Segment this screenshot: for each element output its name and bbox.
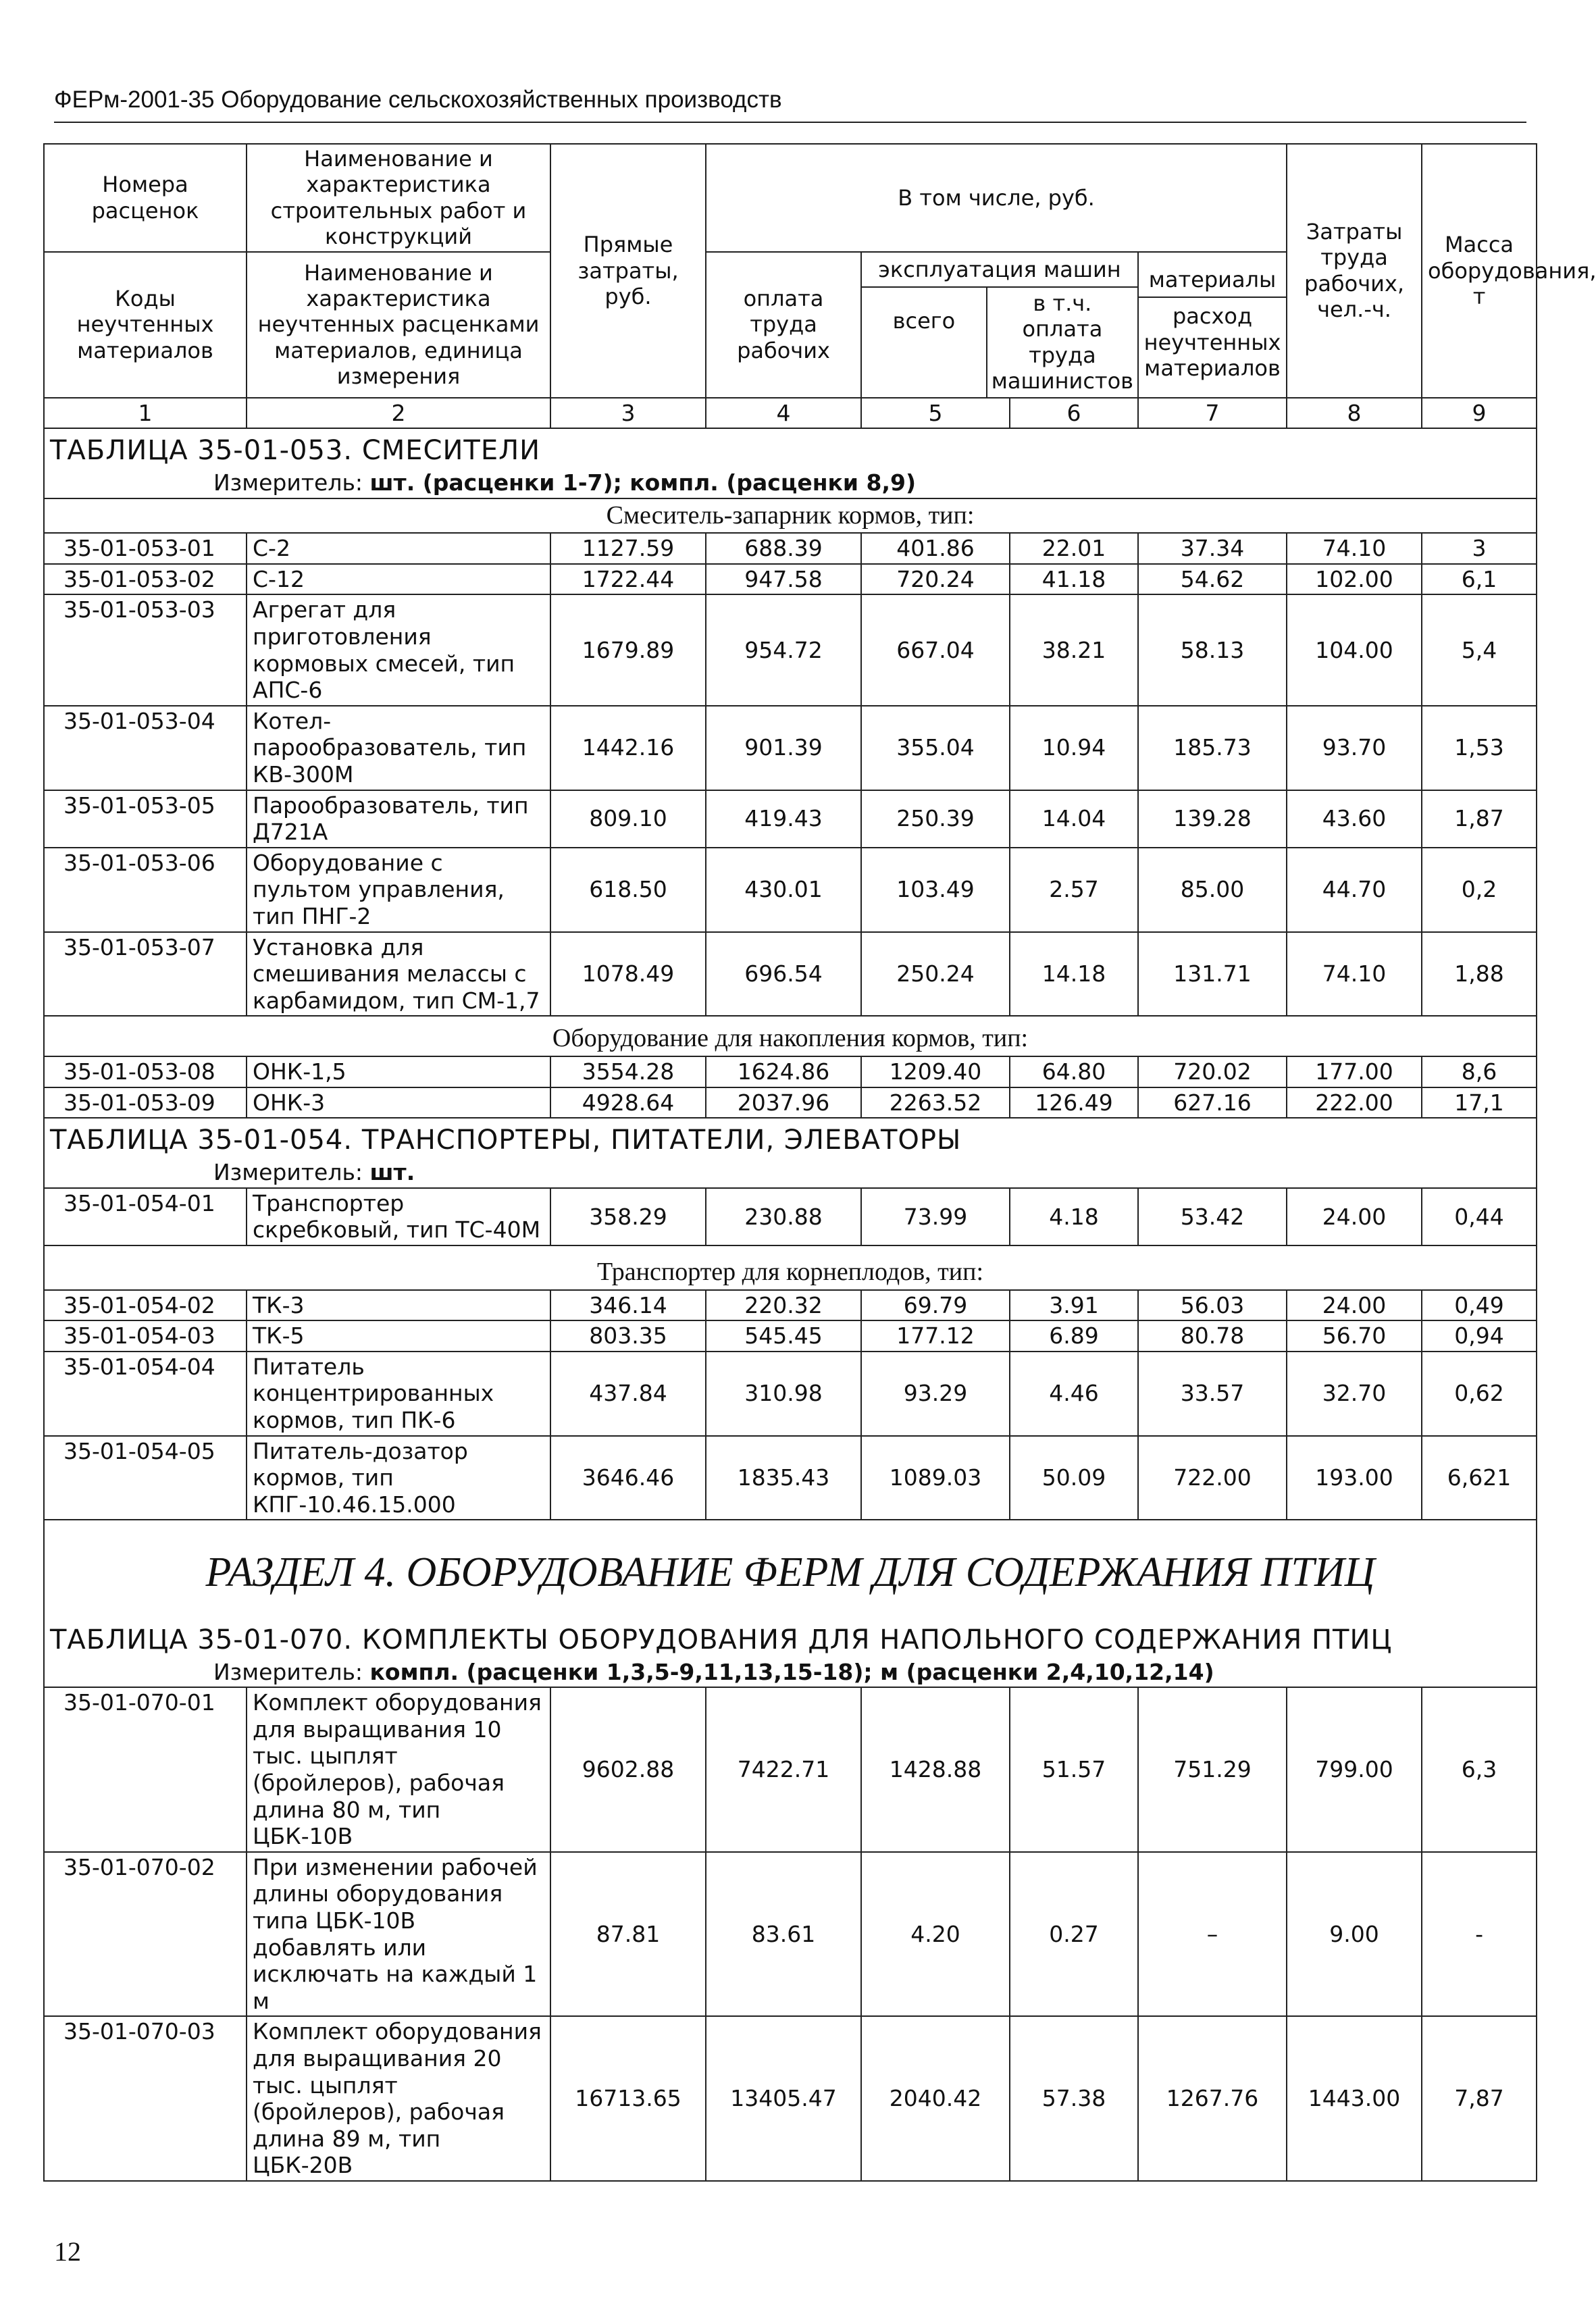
rate-name: Агрегат для приготовления кормовых смесей, тип АПС-6: [247, 594, 550, 705]
machinist-pay: 3.91: [1010, 1290, 1138, 1321]
worker-pay: 1835.43: [706, 1436, 861, 1520]
machinist-pay: 4.46: [1010, 1352, 1138, 1436]
equipment-mass: 1,87: [1422, 790, 1537, 848]
table-title-row: [44, 1618, 1537, 1657]
direct-costs: 3554.28: [550, 1056, 706, 1087]
rate-name: ОНК-1,5: [247, 1056, 550, 1087]
worker-pay: 7422.71: [706, 1687, 861, 1852]
rate-code: 35-01-053-03: [44, 594, 247, 705]
worker-pay: 220.32: [706, 1290, 861, 1321]
machinist-pay: 2.57: [1010, 848, 1138, 932]
rate-name: Котел-парообразователь, тип КВ-300М: [247, 706, 550, 790]
machines-total: 250.39: [861, 790, 1010, 848]
direct-costs: 1078.49: [550, 932, 706, 1017]
rate-code: 35-01-053-08: [44, 1056, 247, 1087]
machinist-pay: 14.18: [1010, 932, 1138, 1017]
machinist-pay: 0.27: [1010, 1852, 1138, 2017]
labor-costs: 104.00: [1287, 594, 1422, 705]
rate-name: С-12: [247, 564, 550, 595]
rate-code: 35-01-054-02: [44, 1290, 247, 1321]
worker-pay: 901.39: [706, 706, 861, 790]
worker-pay: 1624.86: [706, 1056, 861, 1087]
rate-name: Установка для смешивания мелассы с карбамидом, тип СМ-1,7: [247, 932, 550, 1017]
machinist-pay: 126.49: [1010, 1087, 1138, 1119]
equipment-mass: 1,53: [1422, 706, 1537, 790]
rate-name: Питатель-дозатор кормов, тип КПГ-10.46.15.000: [247, 1436, 550, 1520]
group-title: Смеситель-запарник кормов, тип:: [44, 498, 1537, 534]
col-material-name: Наименование и характеристика неучтенных расценками материалов, единица измерения: [247, 252, 550, 398]
rate-code: 35-01-053-07: [44, 932, 247, 1017]
materials: –: [1138, 1852, 1287, 2017]
column-number: 1: [44, 398, 247, 429]
page-number: 12: [54, 2236, 81, 2267]
rate-name: Комплект оборудования для выращивания 20 тыс. цыплят (бройлеров), рабочая длина 89 м, тип ЦБК-20В: [247, 2016, 550, 2181]
direct-costs: 1679.89: [550, 594, 706, 705]
col-direct-costs: Прямые затраты, руб.: [550, 144, 706, 398]
column-number: 4: [706, 398, 861, 429]
labor-costs: 1443.00: [1287, 2016, 1422, 2181]
machines-total: 1209.40: [861, 1056, 1010, 1087]
equipment-mass: 5,4: [1422, 594, 1537, 705]
direct-costs: 87.81: [550, 1852, 706, 2017]
rate-name: При изменении рабочей длины оборудования типа ЦБК-10В добавлять или исключать на каждый 1 м: [247, 1852, 550, 2017]
group-title-row: [44, 1016, 1537, 1056]
equipment-mass: 0,94: [1422, 1320, 1537, 1352]
labor-costs: 222.00: [1287, 1087, 1422, 1119]
machinist-pay: 22.01: [1010, 533, 1138, 564]
meter: [44, 468, 1537, 498]
machines-total: 401.86: [861, 533, 1010, 564]
machines-total: 720.24: [861, 564, 1010, 595]
rate-name: Питатель концентрированных кормов, тип ПК-6: [247, 1352, 550, 1436]
worker-pay: 545.45: [706, 1320, 861, 1352]
meter-label: Измеритель:: [213, 1658, 363, 1685]
labor-costs: 9.00: [1287, 1852, 1422, 2017]
rate-name: Оборудование с пультом управления, тип ПНГ-2: [247, 848, 550, 932]
table-row: [44, 1852, 1537, 2017]
col-machines-label: эксплуатация машин: [862, 253, 1137, 288]
table-row: [44, 932, 1537, 1017]
worker-pay: 688.39: [706, 533, 861, 564]
rate-name: С-2: [247, 533, 550, 564]
machines-total: 250.24: [861, 932, 1010, 1017]
rate-code: 35-01-054-01: [44, 1188, 247, 1245]
col-materials-label: материалы: [1139, 263, 1286, 298]
equipment-mass: 0,49: [1422, 1290, 1537, 1321]
table-row: [44, 1087, 1537, 1119]
column-number: 9: [1422, 398, 1537, 429]
direct-costs: 16713.65: [550, 2016, 706, 2181]
equipment-mass: 1,88: [1422, 932, 1537, 1017]
materials: 85.00: [1138, 848, 1287, 932]
machinist-pay: 64.80: [1010, 1056, 1138, 1087]
column-number: 3: [550, 398, 706, 429]
table-row: [44, 594, 1537, 705]
materials: 80.78: [1138, 1320, 1287, 1352]
equipment-mass: 3: [1422, 533, 1537, 564]
meter: [44, 1657, 1537, 1688]
table-row: [44, 848, 1537, 932]
machinist-pay: 4.18: [1010, 1188, 1138, 1245]
materials: 722.00: [1138, 1436, 1287, 1520]
labor-costs: 93.70: [1287, 706, 1422, 790]
col-material-codes: Коды неучтенных материалов: [44, 252, 247, 398]
meter-value: шт.: [369, 1159, 415, 1186]
table-row: [44, 1188, 1537, 1245]
materials: 37.34: [1138, 533, 1287, 564]
materials: 751.29: [1138, 1687, 1287, 1852]
labor-costs: 43.60: [1287, 790, 1422, 848]
direct-costs: 4928.64: [550, 1087, 706, 1119]
direct-costs: 346.14: [550, 1290, 706, 1321]
group-title: Оборудование для накопления кормов, тип:: [44, 1016, 1537, 1056]
machines-total: 667.04: [861, 594, 1010, 705]
worker-pay: 13405.47: [706, 2016, 861, 2181]
rate-code: 35-01-070-02: [44, 1852, 247, 2017]
rate-code: 35-01-053-04: [44, 706, 247, 790]
rate-name: ТК-5: [247, 1320, 550, 1352]
materials: 627.16: [1138, 1087, 1287, 1119]
materials: 720.02: [1138, 1056, 1287, 1087]
table-row: [44, 1687, 1537, 1852]
materials: 185.73: [1138, 706, 1287, 790]
meter-value: шт. (расценки 1-7); компл. (расценки 8,9): [369, 469, 917, 496]
materials: 54.62: [1138, 564, 1287, 595]
worker-pay: 947.58: [706, 564, 861, 595]
direct-costs: 9602.88: [550, 1687, 706, 1852]
materials: 139.28: [1138, 790, 1287, 848]
machines-total: 355.04: [861, 706, 1010, 790]
table-row: [44, 1320, 1537, 1352]
rate-code: 35-01-054-05: [44, 1436, 247, 1520]
rate-name: Парообразователь, тип Д721А: [247, 790, 550, 848]
column-number: 5: [861, 398, 1010, 429]
worker-pay: 2037.96: [706, 1087, 861, 1119]
labor-costs: 102.00: [1287, 564, 1422, 595]
equipment-mass: 17,1: [1422, 1087, 1537, 1119]
column-number: 8: [1287, 398, 1422, 429]
table-row: [44, 706, 1537, 790]
materials: 58.13: [1138, 594, 1287, 705]
machines-total: 1089.03: [861, 1436, 1010, 1520]
machines-total: 4.20: [861, 1852, 1010, 2017]
col-machinist-pay: в т.ч. оплата труда машинистов: [991, 290, 1133, 394]
worker-pay: 419.43: [706, 790, 861, 848]
header-row-1: [44, 144, 1537, 252]
equipment-mass: 8,6: [1422, 1056, 1537, 1087]
col-work-name: Наименование и характеристика строительных работ и конструкций: [247, 144, 550, 252]
direct-costs: 358.29: [550, 1188, 706, 1245]
direct-costs: 3646.46: [550, 1436, 706, 1520]
rate-name: Транспортер скребковый, тип ТС-40М: [247, 1188, 550, 1245]
labor-costs: 74.10: [1287, 932, 1422, 1017]
direct-costs: 803.35: [550, 1320, 706, 1352]
col-rate-numbers: Номера расценок: [44, 144, 247, 252]
direct-costs: 1442.16: [550, 706, 706, 790]
labor-costs: 799.00: [1287, 1687, 1422, 1852]
meter-label: Измеритель:: [213, 1159, 363, 1186]
equipment-mass: 6,1: [1422, 564, 1537, 595]
worker-pay: 83.61: [706, 1852, 861, 2017]
table-row: [44, 2016, 1537, 2181]
meter: [44, 1158, 1537, 1188]
labor-costs: 193.00: [1287, 1436, 1422, 1520]
machines-total: 177.12: [861, 1320, 1010, 1352]
meter-row: [44, 468, 1537, 498]
column-number: 7: [1138, 398, 1287, 429]
machinist-pay: 41.18: [1010, 564, 1138, 595]
labor-costs: 56.70: [1287, 1320, 1422, 1352]
worker-pay: 430.01: [706, 848, 861, 932]
direct-costs: 1127.59: [550, 533, 706, 564]
rate-code: 35-01-053-02: [44, 564, 247, 595]
rate-name: ОНК-3: [247, 1087, 550, 1119]
worker-pay: 230.88: [706, 1188, 861, 1245]
materials: 53.42: [1138, 1188, 1287, 1245]
meter-value: компл. (расценки 1,3,5-9,11,13,15-18); м (расценки 2,4,10,12,14): [369, 1658, 1214, 1685]
rates-table: [43, 143, 1596, 2182]
table-title: ТАБЛИЦА 35-01-054. ТРАНСПОРТЕРЫ, ПИТАТЕЛИ, ЭЛЕВАТОРЫ: [44, 1118, 1537, 1158]
materials: 33.57: [1138, 1352, 1287, 1436]
machinist-pay: 51.57: [1010, 1687, 1138, 1852]
rate-code: 35-01-053-01: [44, 533, 247, 564]
direct-costs: 618.50: [550, 848, 706, 932]
machinist-pay: 6.89: [1010, 1320, 1138, 1352]
rate-code: 35-01-053-05: [44, 790, 247, 848]
machinist-pay: 57.38: [1010, 2016, 1138, 2181]
section-title: РАЗДЕЛ 4. ОБОРУДОВАНИЕ ФЕРМ ДЛЯ СОДЕРЖАНИЯ ПТИЦ: [44, 1520, 1537, 1618]
section-title-row: [44, 1520, 1537, 1618]
page-header: ФЕРм-2001-35 Оборудование сельскохозяйственных производств: [54, 86, 1526, 123]
col-machines-total: всего: [862, 288, 987, 397]
table-title-row: [44, 1118, 1537, 1158]
labor-costs: 32.70: [1287, 1352, 1422, 1436]
col-worker-pay: оплата труда рабочих: [706, 252, 861, 398]
machinist-pay: 10.94: [1010, 706, 1138, 790]
worker-pay: 954.72: [706, 594, 861, 705]
direct-costs: 1722.44: [550, 564, 706, 595]
labor-costs: 44.70: [1287, 848, 1422, 932]
labor-costs: 177.00: [1287, 1056, 1422, 1087]
machines-total: 2040.42: [861, 2016, 1010, 2181]
col-group-including: В том числе, руб.: [706, 144, 1287, 252]
table-row: [44, 533, 1537, 564]
labor-costs: 24.00: [1287, 1188, 1422, 1245]
rate-name: ТК-3: [247, 1290, 550, 1321]
machines-total: 2263.52: [861, 1087, 1010, 1119]
machines-total: 69.79: [861, 1290, 1010, 1321]
rate-name: Комплект оборудования для выращивания 10 тыс. цыплят (бройлеров), рабочая длина 80 м, тип ЦБК-10В: [247, 1687, 550, 1852]
col-unaccounted-materials: расход неучтенных материалов: [1143, 303, 1281, 381]
machines-total: 93.29: [861, 1352, 1010, 1436]
table-title: ТАБЛИЦА 35-01-053. СМЕСИТЕЛИ: [44, 428, 1537, 468]
rate-code: 35-01-053-09: [44, 1087, 247, 1119]
meter-label: Измеритель:: [213, 469, 363, 496]
table-row: [44, 1352, 1537, 1436]
labor-costs: 24.00: [1287, 1290, 1422, 1321]
materials: 1267.76: [1138, 2016, 1287, 2181]
group-title-row: [44, 498, 1537, 534]
column-number: 6: [1010, 398, 1138, 429]
table-row: [44, 1436, 1537, 1520]
rate-code: 35-01-054-03: [44, 1320, 247, 1352]
machinist-pay: 38.21: [1010, 594, 1138, 705]
table-row: [44, 1056, 1537, 1087]
table-row: [44, 564, 1537, 595]
machines-total: 1428.88: [861, 1687, 1010, 1852]
rate-code: 35-01-070-03: [44, 2016, 247, 2181]
col-group-materials: [1138, 252, 1287, 398]
table-row: [44, 790, 1537, 848]
rate-code: 35-01-070-01: [44, 1687, 247, 1852]
equipment-mass: 0,62: [1422, 1352, 1537, 1436]
direct-costs: 809.10: [550, 790, 706, 848]
materials: 131.71: [1138, 932, 1287, 1017]
col-group-machines: [861, 252, 1138, 398]
equipment-mass: -: [1422, 1852, 1537, 2017]
worker-pay: 696.54: [706, 932, 861, 1017]
table-title-row: [44, 428, 1537, 468]
machines-total: 73.99: [861, 1188, 1010, 1245]
worker-pay: 310.98: [706, 1352, 861, 1436]
equipment-mass: 6,3: [1422, 1687, 1537, 1852]
machinist-pay: 14.04: [1010, 790, 1138, 848]
meter-row: [44, 1657, 1537, 1688]
machines-total: 103.49: [861, 848, 1010, 932]
equipment-mass: 7,87: [1422, 2016, 1537, 2181]
direct-costs: 437.84: [550, 1352, 706, 1436]
table-title: ТАБЛИЦА 35-01-070. КОМПЛЕКТЫ ОБОРУДОВАНИЯ ДЛЯ НАПОЛЬНОГО СОДЕРЖАНИЯ ПТИЦ: [44, 1618, 1537, 1657]
rate-code: 35-01-054-04: [44, 1352, 247, 1436]
meter-row: [44, 1158, 1537, 1188]
col-labor-costs: Затраты труда рабочих, чел.-ч.: [1287, 144, 1422, 398]
equipment-mass: 0,2: [1422, 848, 1537, 932]
column-numbers-row: [44, 398, 1537, 429]
rate-code: 35-01-053-06: [44, 848, 247, 932]
materials: 56.03: [1138, 1290, 1287, 1321]
table-row: [44, 1290, 1537, 1321]
labor-costs: 74.10: [1287, 533, 1422, 564]
group-title: Транспортер для корнеплодов, тип:: [44, 1245, 1537, 1290]
machinist-pay: 50.09: [1010, 1436, 1138, 1520]
column-number: 2: [247, 398, 550, 429]
equipment-mass: 6,621: [1422, 1436, 1537, 1520]
equipment-mass: 0,44: [1422, 1188, 1537, 1245]
group-title-row: [44, 1245, 1537, 1290]
col-equipment-mass: Масса оборудования, т: [1422, 144, 1537, 398]
